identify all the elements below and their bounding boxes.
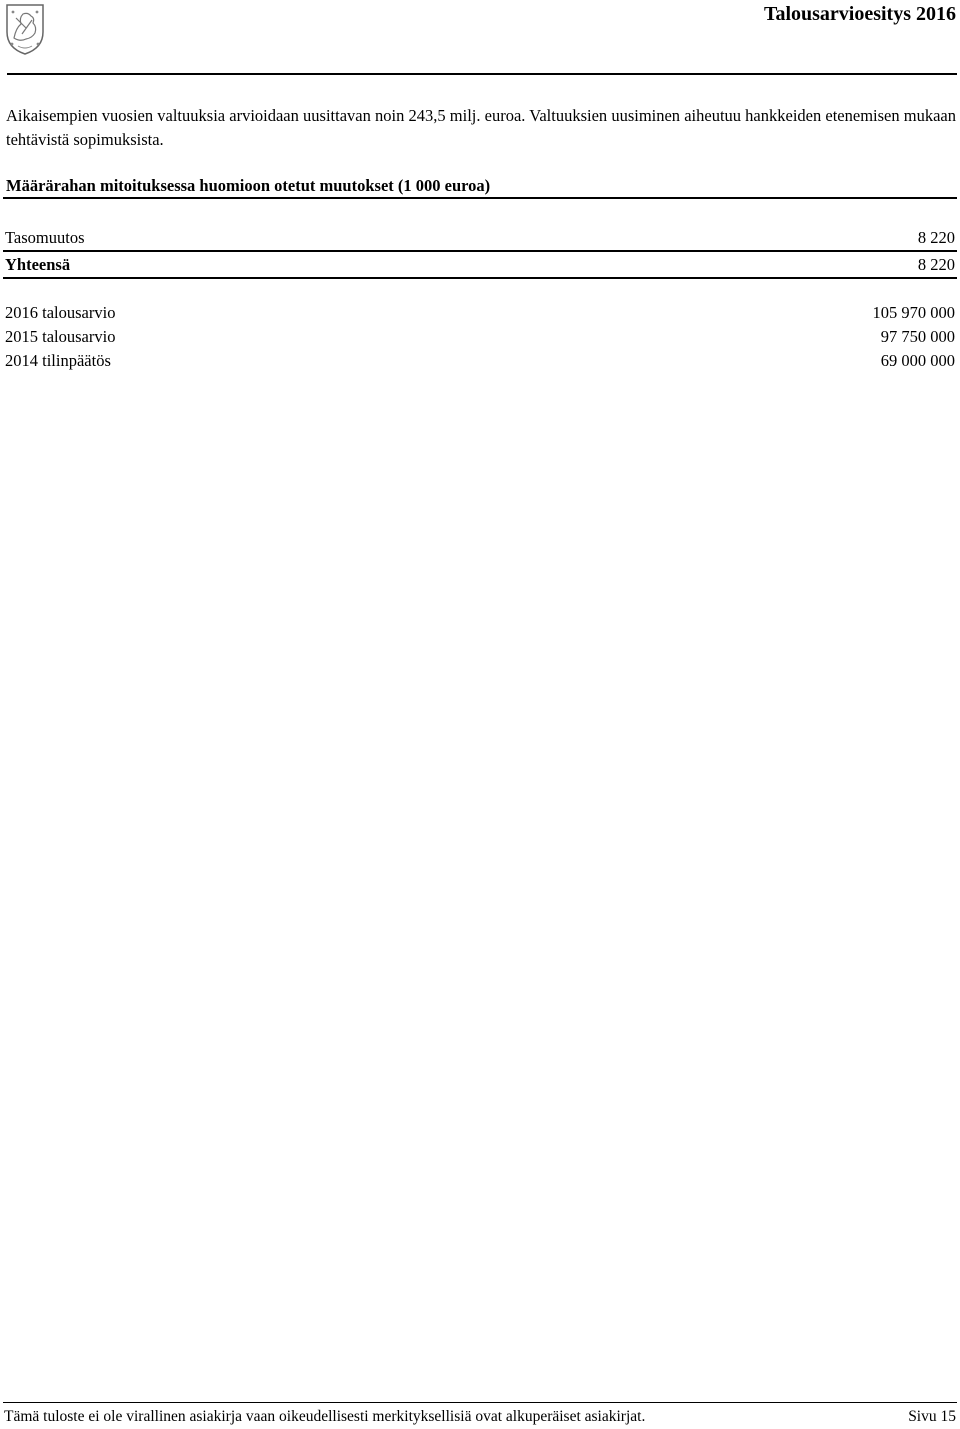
budget-label: 2016 talousarvio bbox=[5, 303, 116, 322]
budget-value: 97 750 000 bbox=[880, 327, 955, 346]
footer-disclaimer: Tämä tuloste ei ole virallinen asiakirja vaan oikeudellisesti merkityksellisiä ovat alkuperäiset asiakirjat. bbox=[4, 1408, 646, 1425]
page-number: Sivu 15 bbox=[908, 1408, 956, 1425]
table-row bbox=[5, 228, 955, 248]
header-divider bbox=[7, 73, 957, 75]
budget-value: 69 000 000 bbox=[880, 351, 955, 370]
total-row bbox=[5, 255, 955, 275]
finnish-coat-of-arms-icon bbox=[4, 2, 46, 56]
row-label: Tasomuutos bbox=[5, 228, 85, 247]
budget-row bbox=[5, 327, 955, 347]
total-label: Yhteensä bbox=[5, 255, 71, 274]
footer-divider bbox=[3, 1402, 957, 1403]
budget-label: 2015 talousarvio bbox=[5, 327, 116, 346]
document-title: Talousarvioesitys 2016 bbox=[763, 3, 956, 25]
row-value: 8 220 bbox=[917, 228, 955, 247]
budget-row bbox=[5, 303, 955, 323]
intro-paragraph: Aikaisempien vuosien valtuuksia arvioidaan uusittavan noin 243,5 milj. euroa. Valtuuksien uusiminen aiheutuu hankkeiden etenemisen mukaan tehtävistä sopimuksista. bbox=[6, 106, 956, 149]
page-footer bbox=[4, 1407, 956, 1427]
table-divider bbox=[3, 250, 957, 252]
section-divider bbox=[3, 197, 957, 199]
budget-value: 105 970 000 bbox=[872, 303, 955, 322]
section-heading: Määrärahan mitoituksessa huomioon otetut muutokset (1 000 euroa) bbox=[6, 176, 491, 195]
budget-label: 2014 tilinpäätös bbox=[5, 351, 111, 370]
table-divider bbox=[3, 277, 957, 279]
total-value: 8 220 bbox=[917, 255, 955, 274]
budget-row bbox=[5, 351, 955, 371]
